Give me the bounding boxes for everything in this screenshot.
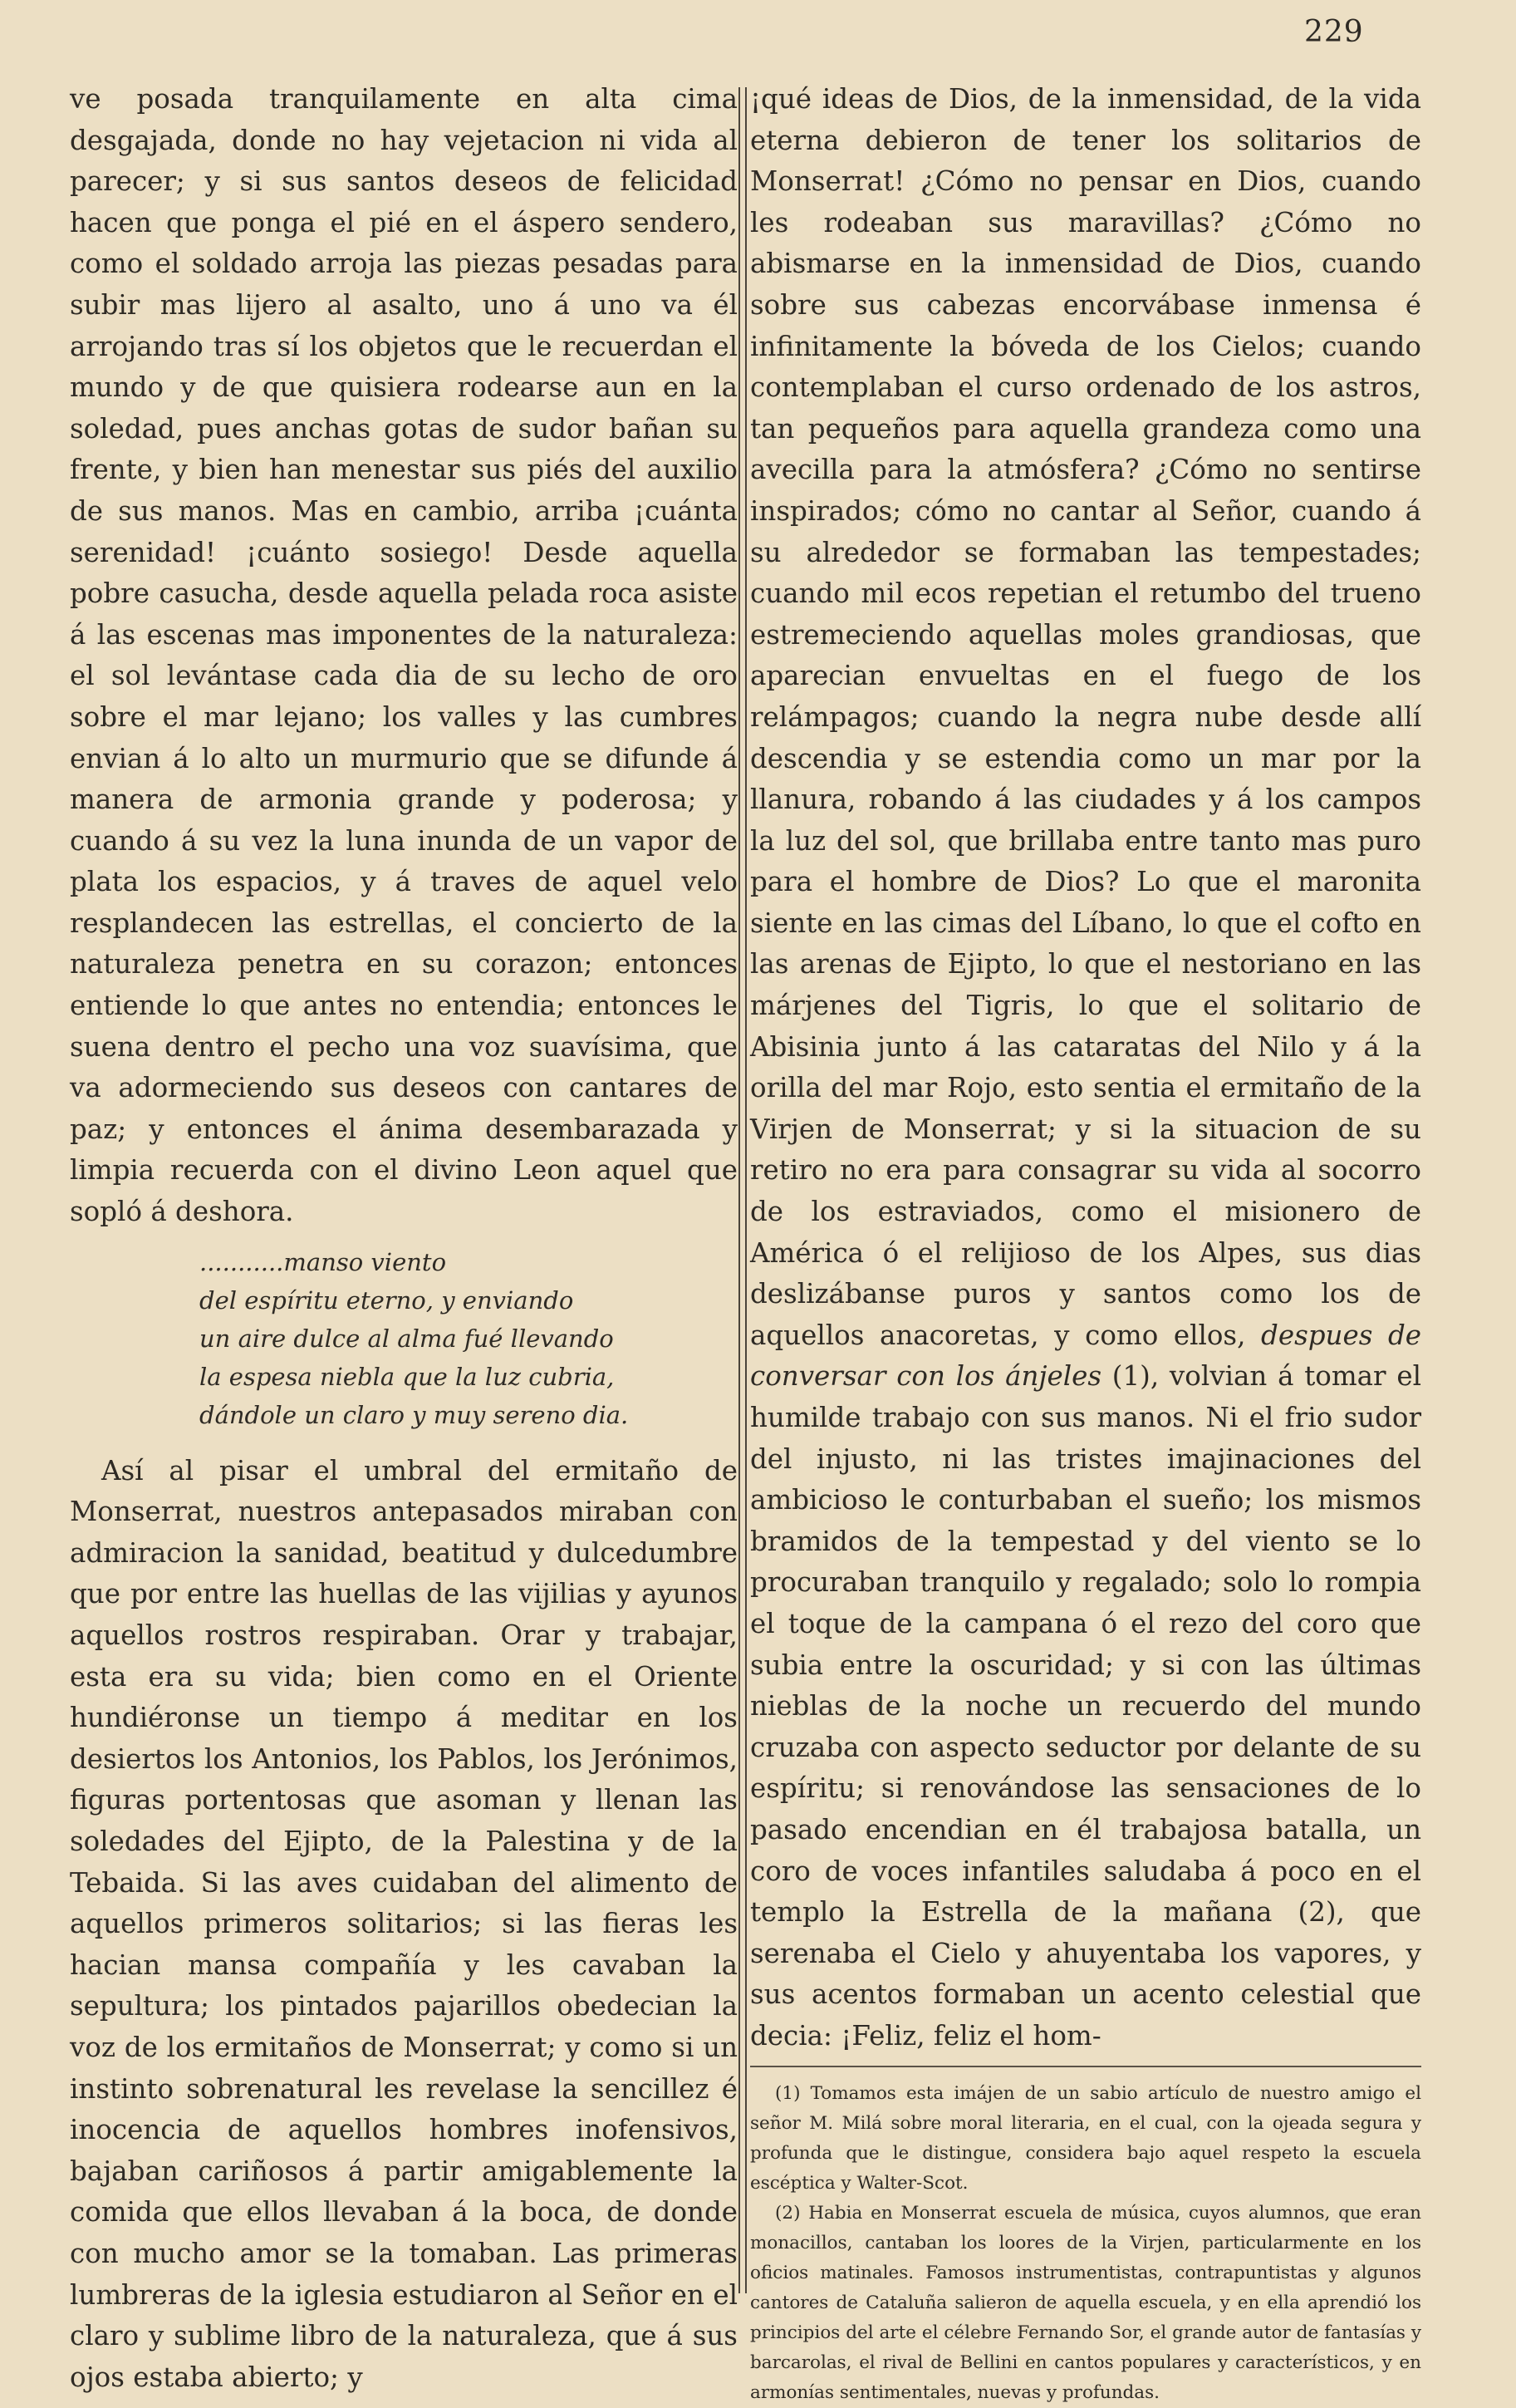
page-number: 229	[1304, 15, 1364, 49]
right-paragraph	[750, 79, 1421, 2057]
footnote-1: (1) Tomamos esta imájen de un sabio artículo de nuestro amigo el señor M. Milá sobre moral literaria, en el cual, con la ojeada segura y profunda que le distingue, considera bajo aquel respeto la escuela escéptica y Walter-Scot.	[750, 2082, 1421, 2194]
left-paragraph-2: Así al pisar el umbral del ermitaño de Monserrat, nuestros antepasados miraban con admiracion la sanidad, beatitud y dulcedumbre que por entre las huellas de las vijilias y ayunos aquellos rostros respiraban. Orar y trabajar, esta era su vida; bien como en el Oriente hundiéronse un tiempo á meditar en los desiertos los Antonios, los Pablos, los Jerónimos, figuras portentosas que asoman y llenan las soledades del Ejipto, de la Palestina y de la Tebaida. Si las aves cuidaban del alimento de aquellos primeros solitarios; si las fieras les hacian mansa compañía y les cavaban la sepultura; los pintados pajarillos obedecian la voz de los ermitaños de Monserrat; y como si un instinto sobrenatural les revelase la sencillez é inocencia de aquellos hombres inofensivos, bajaban cariñosos á partir amigablemente la comida que ellos llevaban á la boca, de donde con mucho amor se la tomaban. Las primeras lumbreras de la iglesia estudiaron al Señor en el claro y sublime libro de la naturaleza, que á sus ojos estaba abierto; y	[70, 1454, 738, 2393]
footnote-2: (2) Habia en Monserrat escuela de música, cuyos alumnos, que eran monacillos, cantaban los loores de la Virjen, particularmente en los oficios matinales. Famosos instrumentistas, contrapuntistas y algunos cantores de Cataluña salieron de aquella escuela, y en ella aprendió los principios del arte el célebre Fernando Sor, el grande autor de fantasías y barcarolas, el rival de Bellini en cantos populares y característicos, y en armonías sentimentales, nuevas y profundas.	[750, 2202, 1421, 2403]
right-text-after-italic: (1), volvian á tomar el humilde trabajo con sus manos. Ni el frio sudor del injusto, ni las tristes imajinaciones del ambicioso le conturbaban el sueño; los mismos bramidos de la tempestad y del viento se lo procuraban tranquilo y regalado; solo lo rompia el toque de la campana ó el rezo del coro que subia entre la oscuridad; y si con las últimas nieblas de la noche un recuerdo del mundo cruzaba con aspecto seductor por delante de su espíritu; si renovándose las sensaciones de lo pasado encendian en él trabajosa batalla, un coro de voces infantiles saludaba á poco en el templo la Estrella de la mañana (2), que serenaba el Cielo y ahuyentaba los vapores, y sus acentos formaban un acento celestial que decia: ¡Feliz, feliz el hom-	[750, 1360, 1421, 2052]
column-divider-right-rule	[745, 87, 747, 2293]
verse-line: un aire dulce al alma fué llevando	[199, 1324, 614, 1353]
column-divider-left-rule	[738, 87, 740, 2293]
right-column	[750, 79, 1421, 2408]
verse-line: dándole un claro y muy sereno dia.	[199, 1400, 629, 1429]
verse-line: del espíritu eterno, y enviando	[199, 1285, 574, 1315]
verse-quotation	[199, 1243, 738, 1434]
footnote-separator	[750, 2066, 1421, 2067]
verse-line: ...........manso viento	[199, 1247, 447, 1276]
footnotes	[750, 2079, 1421, 2408]
left-column	[70, 79, 738, 2398]
italic-quote-phrase: despues de conversar con los ánjeles	[750, 1319, 1422, 1393]
verse-line: la espesa niebla que la luz cubria,	[199, 1362, 615, 1391]
right-text-before-italic: ¡qué ideas de Dios, de la inmensidad, de la vida eterna debieron de tener los solitarios de Monserrat! ¿Cómo no pensar en Dios, cuando les rodeaban sus maravillas? ¿Cómo no abismarse en la inmensidad de Dios, cuando sobre sus cabezas encorvábase inmensa é infinitamente la bóveda de los Cielos; cuando contemplaban el curso ordenado de los astros, tan pequeños para aquella grandeza como una avecilla para la atmósfera? ¿Cómo no sentirse inspirados; cómo no cantar al Señor, cuando á su alrededor se formaban las tempestades; cuando mil ecos repetian el retumbo del trueno estremeciendo aquellas moles grandiosas, que aparecian envueltas en el fuego de los relámpagos; cuando la negra nube desde allí descendia y se estendia como un mar por la llanura, robando á las ciudades y á los campos la luz del sol, que brillaba entre tanto mas puro para el hombre de Dios? Lo que el maronita siente en las cimas del Líbano, lo que el cofto en las arenas de Ejipto, lo que el nestoriano en las márjenes del Tigris, lo que el solitario de Abisinia junto á las cataratas del Nilo y á la orilla del mar Rojo, esto sentia el ermitaño de la Virjen de Monserrat; y si la situacion de su retiro no era para consagrar su vida al socorro de los estraviados, como el misionero de América ó el relijioso de los Alpes, sus dias deslizábanse puros y santos como los de aquellos anacoretas, y como ellos,	[750, 83, 1421, 1351]
left-paragraph-1: ve posada tranquilamente en alta cima desgajada, donde no hay vejetacion ni vida al parecer; y si sus santos deseos de felicidad hacen que ponga el pié en el áspero sendero, como el soldado arroja las piezas pesadas para subir mas lijero al asalto, uno á uno va él arrojando tras sí los objetos que le recuerdan el mundo y de que quisiera rodearse aun en la soledad, pues anchas gotas de sudor bañan su frente, y bien han menestar sus piés del auxilio de sus manos. Mas en cambio, arriba ¡cuánta serenidad! ¡cuánto sosiego! Desde aquella pobre casucha, desde aquella pelada roca asiste á las escenas mas imponentes de la naturaleza: el sol levántase cada dia de su lecho de oro sobre el mar lejano; los valles y las cumbres envian á lo alto un murmurio que se difunde á manera de armonia grande y poderosa; y cuando á su vez la luna inunda de un vapor de plata los espacios, y á traves de aquel velo resplandecen las estrellas, el concierto de la naturaleza penetra en su corazon; entonces entiende lo que antes no entendia; entonces le suena dentro el pecho una voz suavísima, que va adormeciendo sus deseos con cantares de paz; y entonces el ánima desembarazada y limpia recuerda con el divino Leon aquel que sopló á deshora.	[70, 83, 738, 1228]
